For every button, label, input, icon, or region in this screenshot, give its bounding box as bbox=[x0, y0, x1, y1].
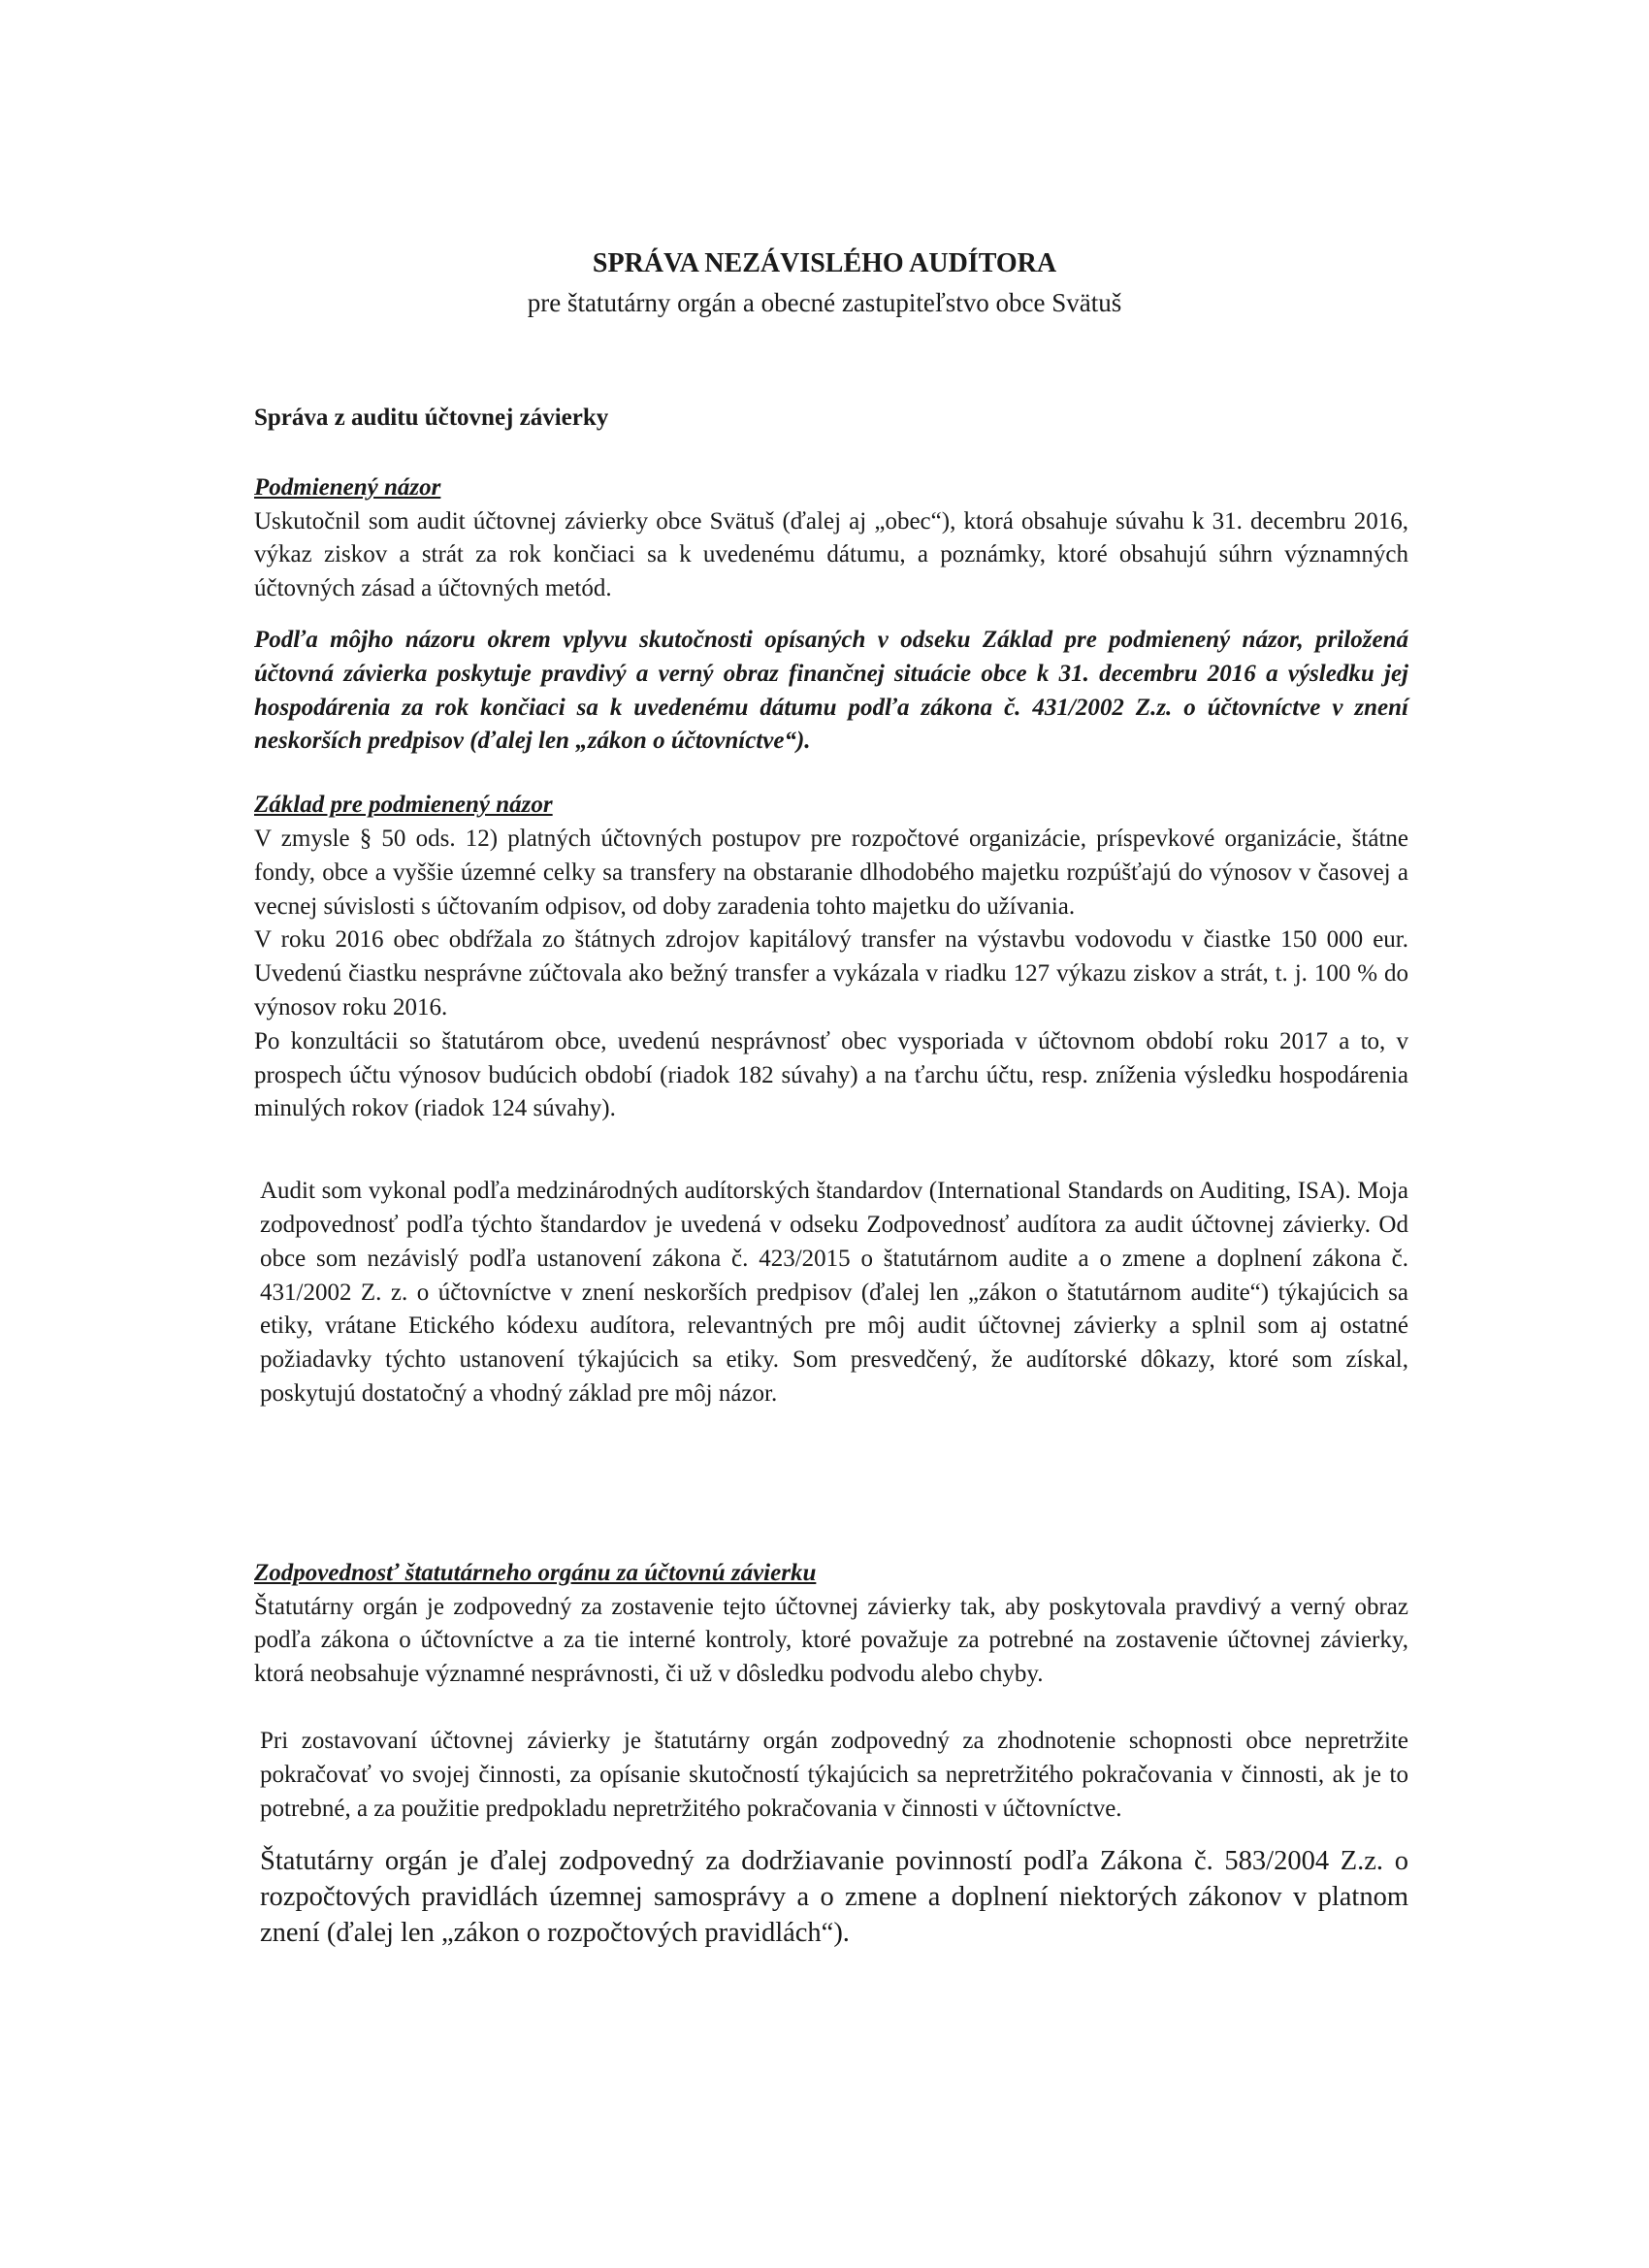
audit-paragraph: Audit som vykonal podľa medzinárodných audítorských štandardov (International Standards on Auditing, ISA). Moja zodpovednosť podľa týchto štandardov je uvedená v odseku Zodpovednosť audítora za audit účtovnej závierky. Od obce som nezávislý podľa ustanovení zákona č. 423/2015 o štatutárnom audite a o zmene a doplnení zákona č. 431/2002 Z. z. o účtovníctve v znení neskorších predpisov (ďalej len „zákon o štatutárnom audite“) týkajúcich sa etiky, vrátane Etického kódexu audítora, relevantných pre môj audit účtovnej závierky a splnil som aj ostatné požiadavky týchto ustanovení týkajúcich sa etiky. Som presvedčený, že audítorské dôkazy, ktoré som získal, poskytujú dostatočný a vhodný základ pre môj názor. bbox=[260, 1178, 1408, 1407]
responsibility-heading: Zodpovednosť štatutárneho orgánu za účtovnú závierku bbox=[254, 1559, 817, 1586]
opinion-paragraph: Uskutočnil som audit účtovnej závierky obce Svätuš (ďalej aj „obec“), ktorá obsahuje súvahu k 31. decembru 2016, výkaz ziskov a strát za rok končiaci sa k uvedenému dátumu, a poznámky, ktoré obsahujú súhrn významných účtovných zásad a účtovných metód. bbox=[254, 507, 1408, 602]
responsibility-paragraph-2: Pri zostavovaní účtovnej závierky je štatutárny orgán zodpovedný za zhodnotenie schopnosti obce nepretržite pokračovať vo svojej činnosti, za opísanie skutočností týkajúcich sa nepretržitého pokračovania v činnosti, ak je to potrebné, a za použitie predpokladu nepretržitého pokračovania v činnosti v účtovníctve. bbox=[260, 1727, 1408, 1822]
section-heading: Správa z auditu účtovnej závierky bbox=[254, 405, 609, 431]
opinion-section bbox=[254, 471, 1408, 759]
basis-section bbox=[254, 789, 1408, 1126]
responsibility-paragraph-3: Štatutárny orgán je ďalej zodpovedný za dodržiavanie povinností podľa Zákona č. 583/2004 Z.z. o rozpočtových pravidlách územnej samosprávy a o zmene a doplnení niektorých zákonov v platnom znení (ďalej len „zákon o rozpočtových pravidlách“). bbox=[260, 1846, 1408, 1949]
opinion-heading: Podmienený názor bbox=[254, 473, 441, 501]
document-title: SPRÁVA NEZÁVISLÉHO AUDÍTORA bbox=[592, 248, 1057, 278]
basis-paragraph-2: V roku 2016 obec obdŕžala zo štátnych zdrojov kapitálový transfer na výstavbu vodovodu v čiastke 150 000 eur. Uvedenú čiastku nesprávne zúčtovala ako bežný transfer a vykázala v riadku 127 výkazu ziskov a strát, t. j. 100 % do výnosov roku 2016. bbox=[254, 926, 1408, 1021]
opinion-statement: Podľa môjho názoru okrem vplyvu skutočnosti opísaných v odseku Základ pre podmienený názor, priložená účtovná závierka poskytuje pravdivý a verný obraz finančnej situácie obce k 31. decembru 2016 a výsledku jej hospodárenia za rok končiaci sa k uvedenému dátumu podľa zákona č. 431/2002 Z.z. o účtovníctve v znení neskorších predpisov (ďalej len „zákon o účtovníctve“). bbox=[254, 626, 1408, 755]
basis-paragraph-1: V zmysle § 50 ods. 12) platných účtovných postupov pre rozpočtové organizácie, príspevkové organizácie, štátne fondy, obce a vyššie územné celky sa transfery na obstaranie dlhodobého majetku rozpúšťajú do výnosov v časovej a vecnej súvislosti s účtovaním odpisov, od doby zaradenia tohto majetku do užívania. bbox=[254, 825, 1408, 920]
responsibility-paragraph-1: Štatutárny orgán je zodpovedný za zostavenie tejto účtovnej závierky tak, aby poskytovala pravdivý a verný obraz podľa zákona o účtovníctve a za tie interné kontroly, ktoré považuje za potrebné na zostavenie účtovnej závierky, ktorá neobsahuje významné nesprávnosti, či už v dôsledku podvodu alebo chyby. bbox=[254, 1593, 1408, 1688]
document-subtitle: pre štatutárny orgán a obecné zastupiteľstvo obce Svätuš bbox=[527, 288, 1122, 317]
responsibility-section bbox=[254, 1557, 1408, 1692]
basis-heading: Základ pre podmienený názor bbox=[254, 792, 553, 819]
basis-paragraph-3: Po konzultácii so štatutárom obce, uvedenú nesprávnosť obec vysporiada v účtovnom období roku 2017 a to, v prospech účtu výnosov budúcich období (riadok 182 súvahy) a na ťarchu účtu, resp. zníženia výsledku hospodárenia minulých rokov (riadok 124 súvahy). bbox=[254, 1027, 1408, 1122]
